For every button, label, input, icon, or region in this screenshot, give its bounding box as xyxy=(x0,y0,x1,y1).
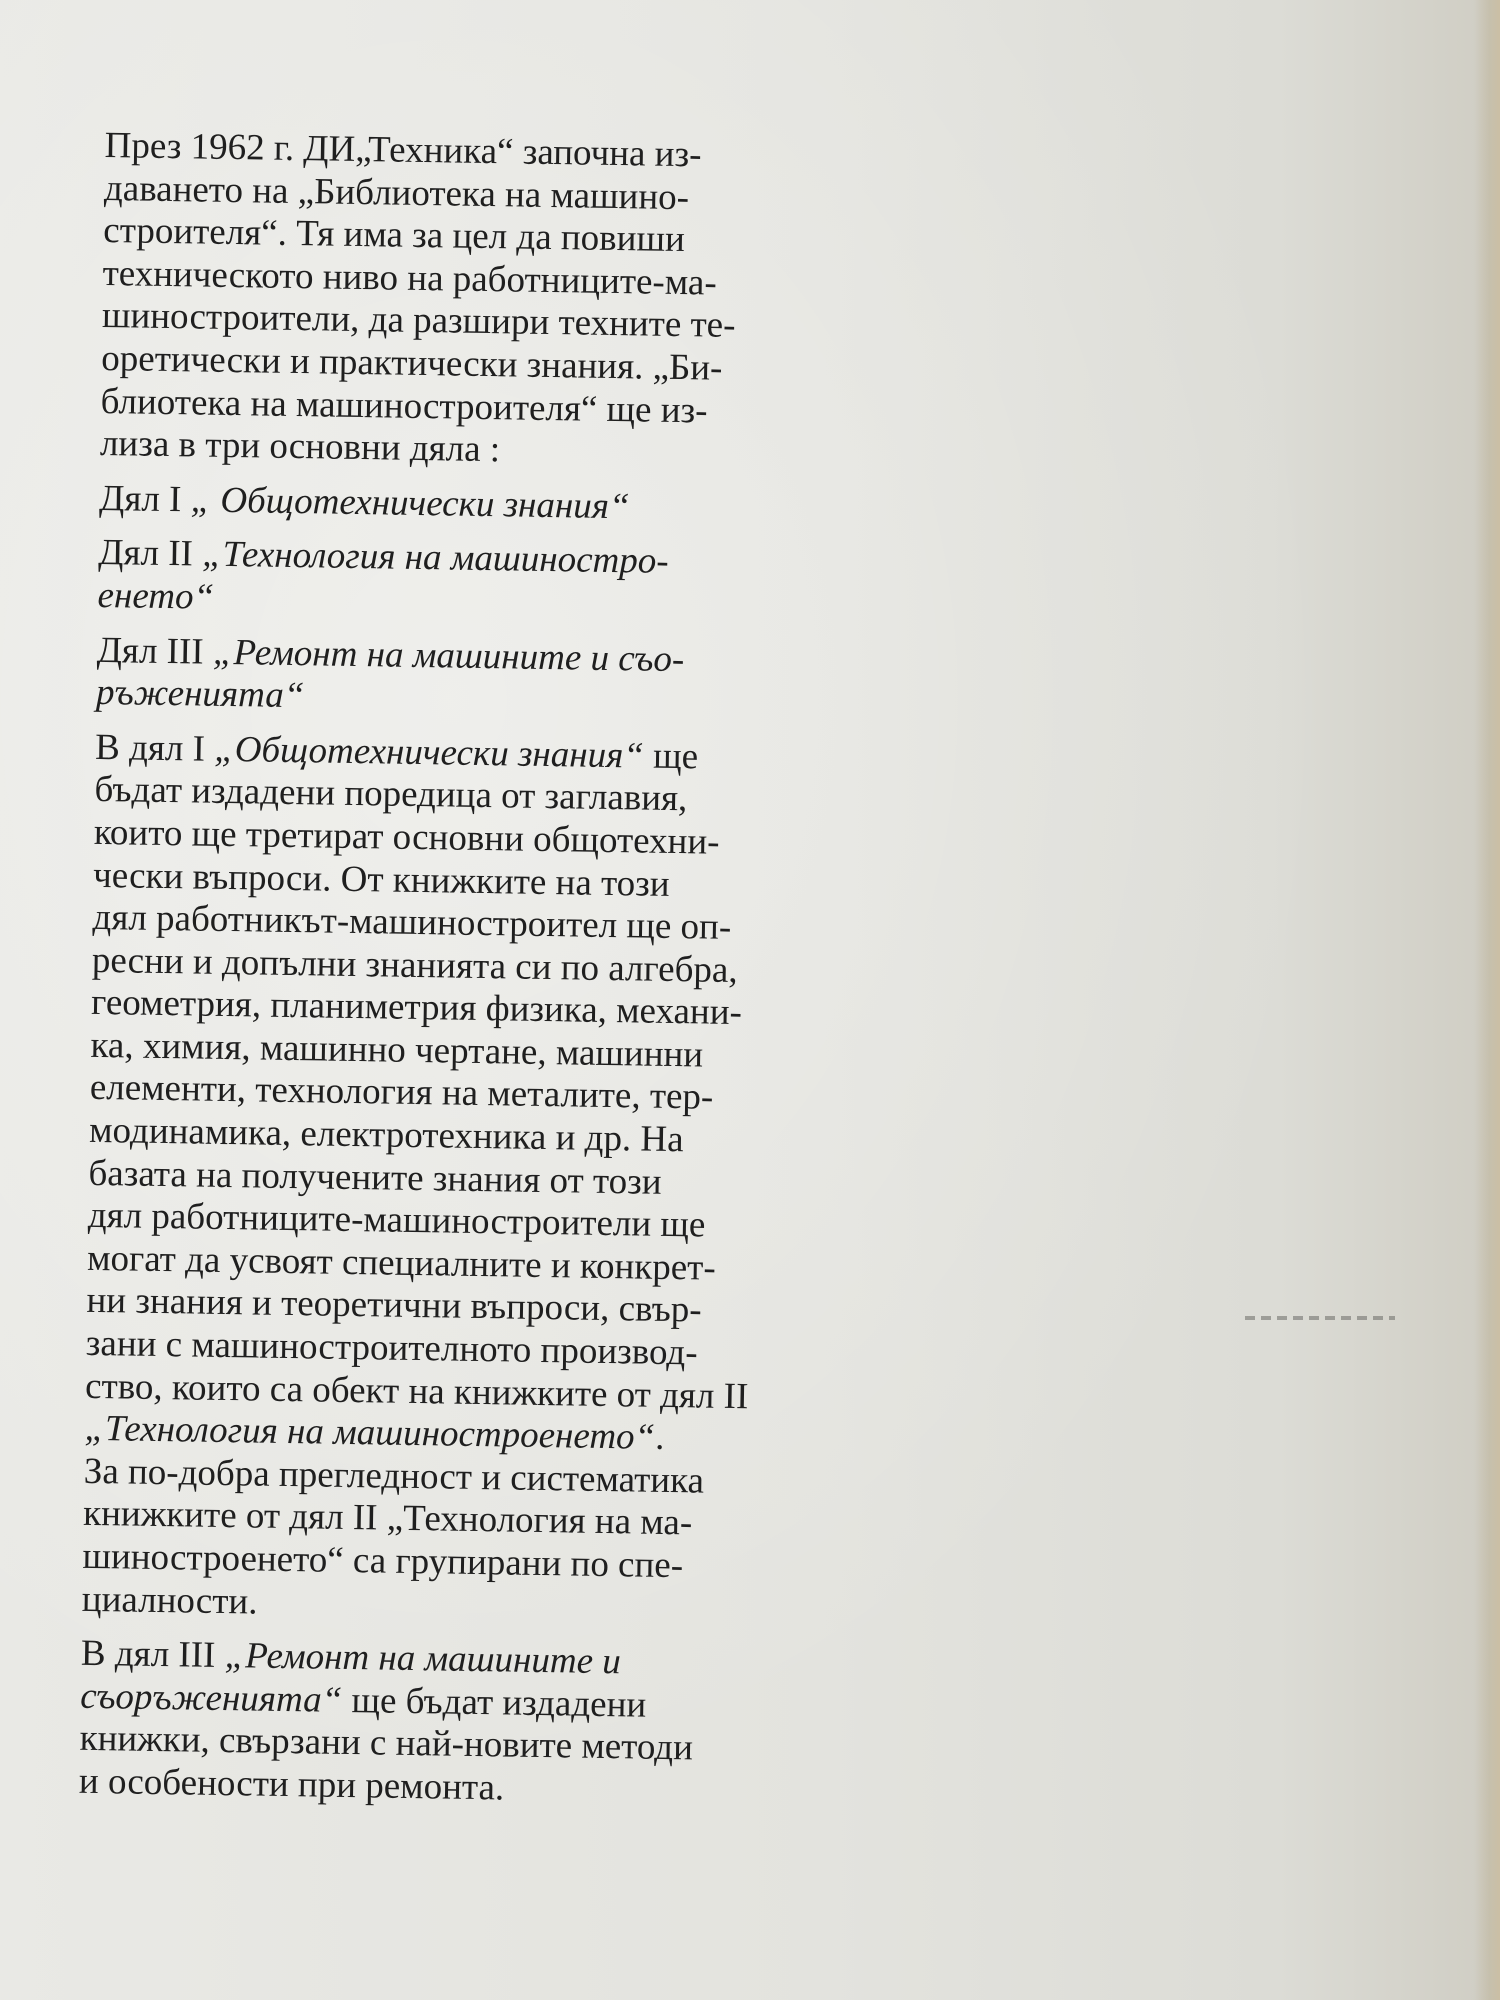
page-text xyxy=(78,125,944,1829)
paragraph-lead: В дял III xyxy=(80,1633,225,1677)
paragraph-body: ще бъдат издадени поредица от заглавия, които ще третират основни общотехни- чески въпроси. От книжките на този дял работникът-машиностроител ще оп- ресни и допълни знанията си по алгебра, геометрия, планиметрия физика, механи- ка, химия, машинно чертане, машинни елементи, технология на металите, тер- модинамика, електротехника и др. На базата на получените знания от този дял работниците-машиностроители ще могат да усвоят специалните и конкрет- ни знания и теоретични въпроси, свър- зани с машиностроителното производ- ство, които са обект на книжките от дял II xyxy=(84,735,749,1417)
section-label: Дял II xyxy=(97,532,203,575)
paragraph-body: ще бъдат издадени книжки, свързани с най-новите методи и особености при ремонта. xyxy=(78,1679,694,1809)
intro-paragraph: През 1962 г. ДИ„Техника“ започна из- даването на „Библиотека на машино- строителя“. Тя има за цел да повиши техническото ниво на работниците-ма- шиностроители, да разшири техните те- оретически и практически знания. „Би- блиотека на машиностроителя“ ще из- лиза в три основни дяла : xyxy=(99,125,736,471)
ink-smudge xyxy=(1245,1316,1395,1320)
section-line-2 xyxy=(97,532,938,630)
section-line-3 xyxy=(96,629,937,727)
section-three-paragraph xyxy=(79,1633,922,1817)
paragraph-title: „Общотехнически знания“ xyxy=(213,728,645,777)
section-one-paragraph xyxy=(81,727,935,1635)
section-label: Дял I xyxy=(98,477,191,521)
section-line-1 xyxy=(99,478,940,534)
page-edge-shadow xyxy=(1474,0,1500,2000)
section-title: „ Общотехнически знания“ xyxy=(190,479,630,528)
paragraph-title: „Ремонт на машините и съоръженията“ xyxy=(79,1635,622,1721)
section-label: Дял III xyxy=(96,629,214,673)
section-title: „Технология на машиностро- енето“ xyxy=(97,533,669,618)
paragraph-lead: В дял I xyxy=(94,726,215,770)
paragraph-title-2: „Технология на машиностроенето“ xyxy=(84,1408,656,1459)
section-title: „Ремонт на машините и съо- ръженията“ xyxy=(95,631,685,717)
paragraph-body-2: . За по-добра прегледност и систематика книжките от дял II „Технология на ма- шиностроенето“ са групирани по спе- циалности. xyxy=(81,1417,705,1623)
